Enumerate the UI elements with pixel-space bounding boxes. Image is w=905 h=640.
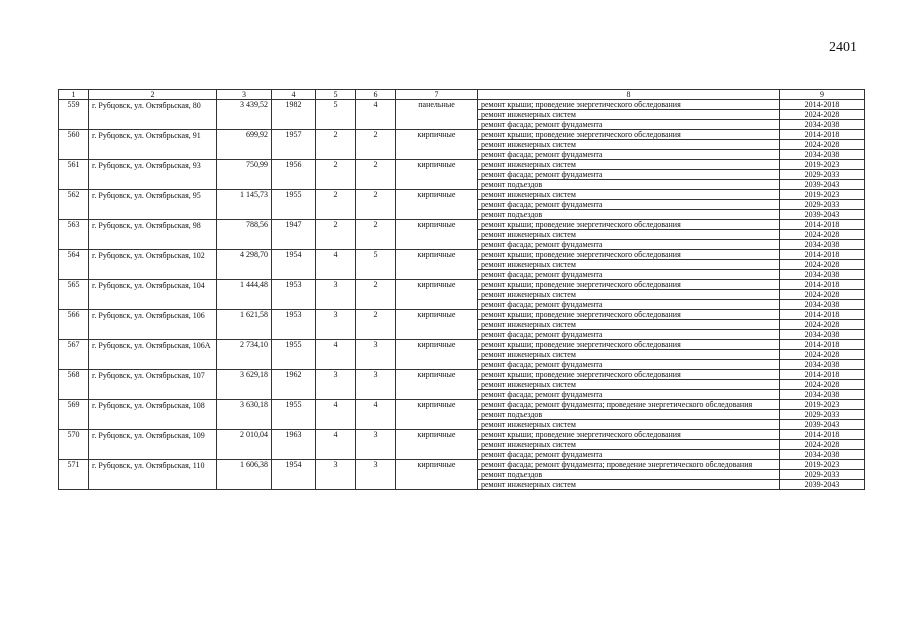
building-address: г. Рубцовск, ул. Октябрьская, 91 bbox=[89, 130, 217, 160]
wall-material: кирпичные bbox=[396, 280, 478, 310]
repair-work: ремонт инженерных систем bbox=[478, 230, 780, 240]
repair-period: 2014-2018 bbox=[780, 100, 865, 110]
building-address: г. Рубцовск, ул. Октябрьская, 93 bbox=[89, 160, 217, 190]
build-year: 1954 bbox=[272, 250, 316, 280]
building-area: 4 298,70 bbox=[217, 250, 272, 280]
repair-period: 2024-2028 bbox=[780, 440, 865, 450]
column-header: 5 bbox=[316, 90, 356, 100]
repair-work: ремонт инженерных систем bbox=[478, 190, 780, 200]
build-year: 1954 bbox=[272, 460, 316, 490]
building-area: 2 010,04 bbox=[217, 430, 272, 460]
column-header: 3 bbox=[217, 90, 272, 100]
floor-count: 4 bbox=[316, 250, 356, 280]
wall-material: кирпичные bbox=[396, 130, 478, 160]
row-number: 561 bbox=[59, 160, 89, 190]
repair-work: ремонт крыши; проведение энергетического обследования bbox=[478, 310, 780, 320]
repair-period: 2014-2018 bbox=[780, 310, 865, 320]
wall-material: кирпичные bbox=[396, 250, 478, 280]
build-year: 1962 bbox=[272, 370, 316, 400]
row-number: 565 bbox=[59, 280, 89, 310]
repair-work: ремонт крыши; проведение энергетического обследования bbox=[478, 130, 780, 140]
repair-work: ремонт фасада; ремонт фундамента; проведение энергетического обследования bbox=[478, 460, 780, 470]
building-address: г. Рубцовск, ул. Октябрьская, 107 bbox=[89, 370, 217, 400]
table-row bbox=[59, 220, 865, 230]
repair-work: ремонт инженерных систем bbox=[478, 290, 780, 300]
column-number-row bbox=[59, 90, 865, 100]
build-year: 1955 bbox=[272, 400, 316, 430]
column-header: 6 bbox=[356, 90, 396, 100]
floor-count: 2 bbox=[316, 160, 356, 190]
building-address: г. Рубцовск, ул. Октябрьская, 106 bbox=[89, 310, 217, 340]
wall-material: кирпичные bbox=[396, 160, 478, 190]
building-address: г. Рубцовск, ул. Октябрьская, 80 bbox=[89, 100, 217, 130]
floor-count: 3 bbox=[316, 280, 356, 310]
floor-count: 5 bbox=[316, 100, 356, 130]
repair-work: ремонт подъездов bbox=[478, 410, 780, 420]
building-address: г. Рубцовск, ул. Октябрьская, 98 bbox=[89, 220, 217, 250]
repair-work: ремонт фасада; ремонт фундамента bbox=[478, 450, 780, 460]
building-area: 3 629,18 bbox=[217, 370, 272, 400]
repair-period: 2024-2028 bbox=[780, 290, 865, 300]
repair-work: ремонт фасада; ремонт фундамента; проведение энергетического обследования bbox=[478, 400, 780, 410]
building-address: г. Рубцовск, ул. Октябрьская, 110 bbox=[89, 460, 217, 490]
repair-period: 2019-2023 bbox=[780, 160, 865, 170]
repair-period: 2014-2018 bbox=[780, 370, 865, 380]
table-row bbox=[59, 250, 865, 260]
entrance-count: 3 bbox=[356, 430, 396, 460]
building-address: г. Рубцовск, ул. Октябрьская, 104 bbox=[89, 280, 217, 310]
repair-period: 2024-2028 bbox=[780, 260, 865, 270]
row-number: 564 bbox=[59, 250, 89, 280]
build-year: 1953 bbox=[272, 280, 316, 310]
repair-work: ремонт фасада; ремонт фундамента bbox=[478, 270, 780, 280]
build-year: 1956 bbox=[272, 160, 316, 190]
building-address: г. Рубцовск, ул. Октябрьская, 108 bbox=[89, 400, 217, 430]
entrance-count: 3 bbox=[356, 340, 396, 370]
repair-period: 2019-2023 bbox=[780, 460, 865, 470]
repair-work: ремонт фасада; ремонт фундамента bbox=[478, 360, 780, 370]
build-year: 1953 bbox=[272, 310, 316, 340]
table-row bbox=[59, 160, 865, 170]
building-area: 1 444,48 bbox=[217, 280, 272, 310]
repair-period: 2034-2038 bbox=[780, 150, 865, 160]
repair-work: ремонт крыши; проведение энергетического обследования bbox=[478, 340, 780, 350]
repair-work: ремонт фасада; ремонт фундамента bbox=[478, 150, 780, 160]
entrance-count: 4 bbox=[356, 400, 396, 430]
repair-work: ремонт инженерных систем bbox=[478, 440, 780, 450]
entrance-count: 2 bbox=[356, 130, 396, 160]
building-address: г. Рубцовск, ул. Октябрьская, 102 bbox=[89, 250, 217, 280]
column-header: 7 bbox=[396, 90, 478, 100]
column-header: 9 bbox=[780, 90, 865, 100]
floor-count: 2 bbox=[316, 190, 356, 220]
repair-work: ремонт фасада; ремонт фундамента bbox=[478, 390, 780, 400]
repair-period: 2024-2028 bbox=[780, 230, 865, 240]
repair-work: ремонт крыши; проведение энергетического обследования bbox=[478, 100, 780, 110]
wall-material: кирпичные bbox=[396, 370, 478, 400]
repair-period: 2034-2038 bbox=[780, 120, 865, 130]
wall-material: кирпичные bbox=[396, 340, 478, 370]
column-header: 8 bbox=[478, 90, 780, 100]
entrance-count: 4 bbox=[356, 100, 396, 130]
row-number: 566 bbox=[59, 310, 89, 340]
repair-work: ремонт подъездов bbox=[478, 470, 780, 480]
repair-period: 2014-2018 bbox=[780, 280, 865, 290]
wall-material: кирпичные bbox=[396, 460, 478, 490]
repair-work: ремонт крыши; проведение энергетического обследования bbox=[478, 220, 780, 230]
floor-count: 2 bbox=[316, 220, 356, 250]
building-area: 2 734,10 bbox=[217, 340, 272, 370]
floor-count: 3 bbox=[316, 460, 356, 490]
table-row bbox=[59, 400, 865, 410]
entrance-count: 2 bbox=[356, 160, 396, 190]
repair-work: ремонт инженерных систем bbox=[478, 350, 780, 360]
table-row bbox=[59, 100, 865, 110]
repair-work: ремонт инженерных систем bbox=[478, 140, 780, 150]
repair-work: ремонт фасада; ремонт фундамента bbox=[478, 240, 780, 250]
repair-work: ремонт инженерных систем bbox=[478, 320, 780, 330]
repair-work: ремонт фасада; ремонт фундамента bbox=[478, 330, 780, 340]
entrance-count: 2 bbox=[356, 190, 396, 220]
repair-period: 2014-2018 bbox=[780, 430, 865, 440]
building-area: 699,92 bbox=[217, 130, 272, 160]
column-header: 1 bbox=[59, 90, 89, 100]
repair-work: ремонт фасада; ремонт фундамента bbox=[478, 170, 780, 180]
floor-count: 4 bbox=[316, 430, 356, 460]
column-header: 4 bbox=[272, 90, 316, 100]
entrance-count: 2 bbox=[356, 310, 396, 340]
repair-work: ремонт крыши; проведение энергетического обследования bbox=[478, 430, 780, 440]
repair-period: 2029-2033 bbox=[780, 410, 865, 420]
repair-work: ремонт подъездов bbox=[478, 180, 780, 190]
wall-material: панельные bbox=[396, 100, 478, 130]
repair-period: 2014-2018 bbox=[780, 250, 865, 260]
repair-period: 2014-2018 bbox=[780, 340, 865, 350]
column-header: 2 bbox=[89, 90, 217, 100]
table-row bbox=[59, 280, 865, 290]
table-row bbox=[59, 310, 865, 320]
entrance-count: 3 bbox=[356, 460, 396, 490]
floor-count: 2 bbox=[316, 130, 356, 160]
repair-period: 2039-2043 bbox=[780, 180, 865, 190]
table-row bbox=[59, 340, 865, 350]
repair-work: ремонт фасада; ремонт фундамента bbox=[478, 300, 780, 310]
building-area: 750,99 bbox=[217, 160, 272, 190]
row-number: 570 bbox=[59, 430, 89, 460]
table-row bbox=[59, 190, 865, 200]
building-area: 788,56 bbox=[217, 220, 272, 250]
floor-count: 4 bbox=[316, 340, 356, 370]
floor-count: 3 bbox=[316, 310, 356, 340]
repair-period: 2029-2033 bbox=[780, 170, 865, 180]
row-number: 562 bbox=[59, 190, 89, 220]
repair-period: 2024-2028 bbox=[780, 350, 865, 360]
repair-period: 2034-2038 bbox=[780, 240, 865, 250]
repair-period: 2034-2038 bbox=[780, 450, 865, 460]
repair-work: ремонт крыши; проведение энергетического обследования bbox=[478, 250, 780, 260]
wall-material: кирпичные bbox=[396, 400, 478, 430]
repair-period: 2019-2023 bbox=[780, 190, 865, 200]
repair-period: 2029-2033 bbox=[780, 470, 865, 480]
wall-material: кирпичные bbox=[396, 310, 478, 340]
build-year: 1957 bbox=[272, 130, 316, 160]
capital-repair-table bbox=[58, 89, 865, 490]
row-number: 560 bbox=[59, 130, 89, 160]
build-year: 1982 bbox=[272, 100, 316, 130]
row-number: 568 bbox=[59, 370, 89, 400]
row-number: 559 bbox=[59, 100, 89, 130]
wall-material: кирпичные bbox=[396, 430, 478, 460]
table-row bbox=[59, 130, 865, 140]
build-year: 1955 bbox=[272, 340, 316, 370]
repair-work: ремонт фасада; ремонт фундамента bbox=[478, 200, 780, 210]
repair-work: ремонт инженерных систем bbox=[478, 380, 780, 390]
table-row bbox=[59, 430, 865, 440]
repair-period: 2039-2043 bbox=[780, 420, 865, 430]
row-number: 571 bbox=[59, 460, 89, 490]
repair-work: ремонт крыши; проведение энергетического обследования bbox=[478, 370, 780, 380]
table-row bbox=[59, 370, 865, 380]
wall-material: кирпичные bbox=[396, 190, 478, 220]
entrance-count: 3 bbox=[356, 370, 396, 400]
repair-period: 2014-2018 bbox=[780, 220, 865, 230]
build-year: 1955 bbox=[272, 190, 316, 220]
repair-period: 2019-2023 bbox=[780, 400, 865, 410]
repair-period: 2034-2038 bbox=[780, 270, 865, 280]
entrance-count: 2 bbox=[356, 280, 396, 310]
repair-work: ремонт крыши; проведение энергетического обследования bbox=[478, 280, 780, 290]
repair-work: ремонт инженерных систем bbox=[478, 420, 780, 430]
repair-period: 2024-2028 bbox=[780, 320, 865, 330]
repair-period: 2024-2028 bbox=[780, 380, 865, 390]
repair-work: ремонт подъездов bbox=[478, 210, 780, 220]
floor-count: 4 bbox=[316, 400, 356, 430]
repair-period: 2024-2028 bbox=[780, 140, 865, 150]
repair-period: 2034-2038 bbox=[780, 300, 865, 310]
repair-period: 2034-2038 bbox=[780, 360, 865, 370]
repair-period: 2034-2038 bbox=[780, 390, 865, 400]
building-area: 3 630,18 bbox=[217, 400, 272, 430]
building-area: 3 439,52 bbox=[217, 100, 272, 130]
repair-period: 2034-2038 bbox=[780, 330, 865, 340]
building-address: г. Рубцовск, ул. Октябрьская, 95 bbox=[89, 190, 217, 220]
row-number: 569 bbox=[59, 400, 89, 430]
wall-material: кирпичные bbox=[396, 220, 478, 250]
repair-period: 2029-2033 bbox=[780, 200, 865, 210]
building-area: 1 145,73 bbox=[217, 190, 272, 220]
building-area: 1 606,38 bbox=[217, 460, 272, 490]
repair-work: ремонт фасада; ремонт фундамента bbox=[478, 120, 780, 130]
repair-work: ремонт инженерных систем bbox=[478, 110, 780, 120]
repair-period: 2014-2018 bbox=[780, 130, 865, 140]
building-address: г. Рубцовск, ул. Октябрьская, 109 bbox=[89, 430, 217, 460]
repair-work: ремонт инженерных систем bbox=[478, 160, 780, 170]
repair-period: 2039-2043 bbox=[780, 210, 865, 220]
repair-work: ремонт инженерных систем bbox=[478, 480, 780, 490]
building-address: г. Рубцовск, ул. Октябрьская, 106А bbox=[89, 340, 217, 370]
page-number: 2401 bbox=[829, 40, 857, 55]
building-area: 1 621,58 bbox=[217, 310, 272, 340]
repair-period: 2039-2043 bbox=[780, 480, 865, 490]
build-year: 1963 bbox=[272, 430, 316, 460]
entrance-count: 5 bbox=[356, 250, 396, 280]
build-year: 1947 bbox=[272, 220, 316, 250]
repair-period: 2024-2028 bbox=[780, 110, 865, 120]
repair-work: ремонт инженерных систем bbox=[478, 260, 780, 270]
table-row bbox=[59, 460, 865, 470]
row-number: 567 bbox=[59, 340, 89, 370]
floor-count: 3 bbox=[316, 370, 356, 400]
row-number: 563 bbox=[59, 220, 89, 250]
table-body bbox=[59, 100, 865, 490]
entrance-count: 2 bbox=[356, 220, 396, 250]
